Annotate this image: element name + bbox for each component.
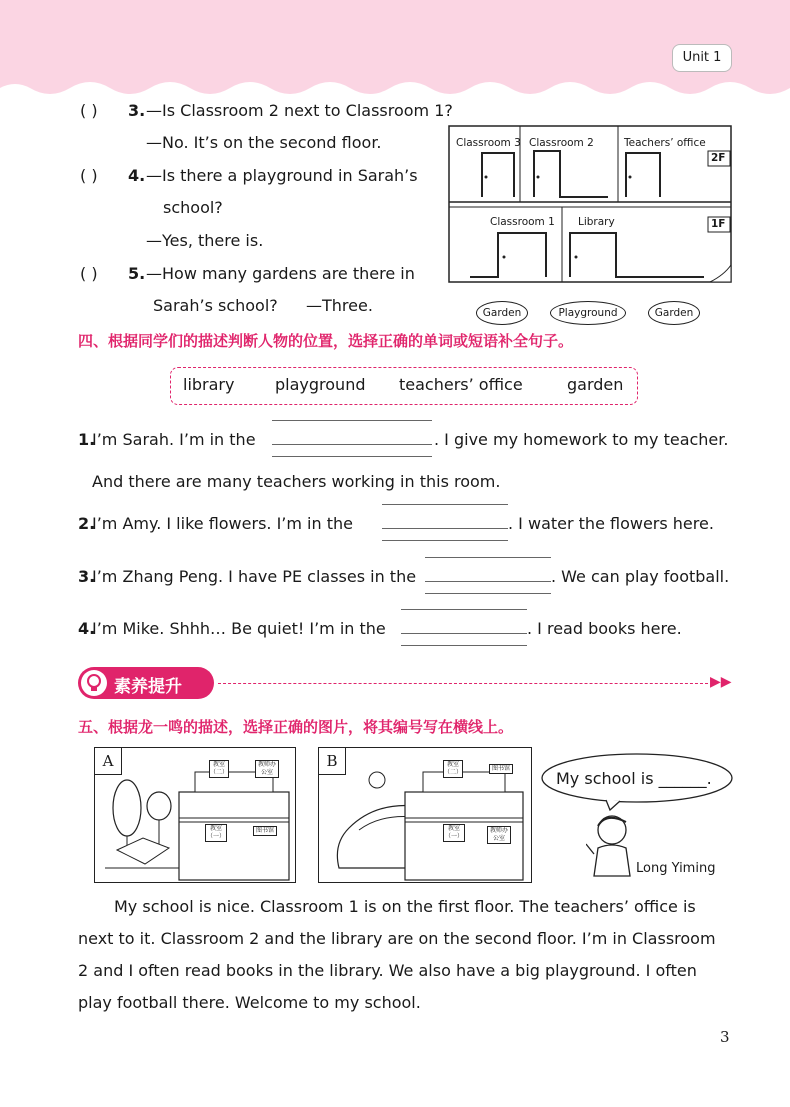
- a-sign-4: 图书馆: [253, 826, 277, 836]
- banner-rule: [218, 683, 708, 684]
- s4-item1-num: 1.: [78, 430, 96, 449]
- ground-garden-left: Garden: [476, 301, 528, 325]
- word-garden: garden: [567, 375, 624, 394]
- s4-item3-blank[interactable]: [425, 557, 551, 593]
- b-sign-1: 教室（二）: [444, 761, 463, 776]
- s4-item1-before: I’m Sarah. I’m in the: [92, 430, 256, 449]
- s4-item1-after: . I give my homework to my teacher.: [434, 430, 729, 449]
- word-teachers-office: teachers’ office: [399, 375, 523, 394]
- s4-item4-blank[interactable]: [401, 609, 527, 645]
- floor-label-1f: 1F: [711, 218, 726, 230]
- picture-a[interactable]: [94, 747, 296, 883]
- s4-item4-num: 4.: [78, 619, 96, 638]
- word-library: library: [183, 375, 235, 394]
- boy-avatar: [586, 808, 636, 880]
- room-label-classroom-1: Classroom 1: [490, 216, 555, 228]
- unit-tag: Unit 1: [672, 44, 732, 72]
- s4-item1-line2: And there are many teachers working in this room.: [92, 472, 501, 491]
- room-label-library: Library: [578, 216, 615, 228]
- section5-title: 五、根据龙一鸣的描述，选择正确的图片，将其编号写在横线上。: [78, 718, 514, 736]
- passage-line-2: next to it. Classroom 2 and the library are on the second floor. I’m in Classroom: [78, 929, 716, 948]
- s4-item2-before: I’m Amy. I like flowers. I’m in the: [92, 514, 353, 533]
- ground-garden-right: Garden: [648, 301, 700, 325]
- q4-question: —Is there a playground in Sarah’s: [146, 166, 418, 185]
- s4-item3-num: 3.: [78, 567, 96, 586]
- passage-line-1: My school is nice. Classroom 1 is on the first floor. The teachers’ office is: [114, 897, 696, 916]
- passage-line-4: play football there. Welcome to my school.: [78, 993, 421, 1012]
- q4-paren: ( ): [80, 166, 98, 185]
- q3-paren: ( ): [80, 101, 98, 120]
- s4-item2-num: 2.: [78, 514, 96, 533]
- q4-question-cont: school?: [163, 198, 223, 217]
- school-figure: [448, 125, 732, 325]
- picture-a-label: A: [95, 748, 122, 775]
- b-sign-3: 教室（一）: [444, 825, 463, 840]
- s4-item2-blank[interactable]: [382, 504, 508, 540]
- q4-answer: —Yes, there is.: [146, 231, 264, 250]
- q5-question: —How many gardens are there in: [146, 264, 415, 283]
- banner-label: 素养提升: [114, 677, 182, 697]
- a-sign-3: 教室（一）: [206, 825, 225, 840]
- s4-item3-after: . We can play football.: [551, 567, 730, 586]
- q5-paren: ( ): [80, 264, 98, 283]
- q5-num: 5.: [128, 264, 146, 283]
- s4-item2-after: . I water the flowers here.: [508, 514, 714, 533]
- a-sign-2: 教师办公室: [255, 760, 279, 778]
- speaker-name: Long Yiming: [636, 861, 716, 876]
- floor-label-2f: 2F: [711, 152, 726, 164]
- word-bank: [170, 367, 638, 405]
- q4-num: 4.: [128, 166, 146, 185]
- q3-answer: —No. It’s on the second floor.: [146, 133, 382, 152]
- picture-b-label: B: [319, 748, 346, 775]
- b-sign-4: 教师办公室: [487, 826, 511, 844]
- word-playground: playground: [275, 375, 366, 394]
- ground-playground: Playground: [550, 301, 626, 325]
- room-label-classroom-2: Classroom 2: [529, 137, 594, 149]
- room-label-classroom-3: Classroom 3: [456, 137, 521, 149]
- b-sign-2: 图书馆: [489, 764, 513, 774]
- s4-item3-before: I’m Zhang Peng. I have PE classes in the: [92, 567, 417, 586]
- passage-line-3: 2 and I often read books in the library. We also have a big playground. I often: [78, 961, 697, 980]
- s4-item4-after: . I read books here.: [527, 619, 682, 638]
- room-label-teachers-office: Teachers’ office: [624, 137, 706, 149]
- q5-answer: —Three.: [306, 296, 373, 315]
- a-sign-1: 教室（二）: [210, 761, 229, 776]
- q3-num: 3.: [128, 101, 146, 120]
- lightbulb-icon: [80, 669, 108, 697]
- page-number: 3: [720, 1028, 730, 1046]
- s4-item1-blank[interactable]: [272, 420, 432, 456]
- speech-text: My school is ______.: [556, 769, 712, 788]
- picture-b[interactable]: [318, 747, 532, 883]
- q5-question-cont: Sarah’s school?: [153, 296, 278, 315]
- double-arrow-icon: ▶▶: [710, 674, 732, 690]
- q3-question: —Is Classroom 2 next to Classroom 1?: [146, 101, 453, 120]
- s4-item4-before: I’m Mike. Shhh… Be quiet! I’m in the: [92, 619, 386, 638]
- section4-title: 四、根据同学们的描述判断人物的位置，选择正确的单词或短语补全句子。: [78, 332, 574, 350]
